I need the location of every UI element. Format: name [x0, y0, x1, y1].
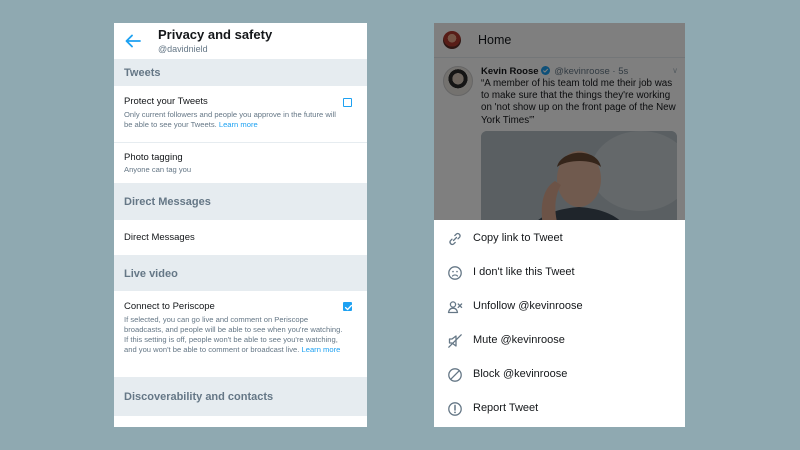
protect-tweets-checkbox[interactable] [343, 98, 352, 107]
menu-item-label: Copy link to Tweet [473, 232, 563, 244]
protect-tweets-label: Protect your Tweets [124, 96, 208, 107]
mute-icon [447, 333, 463, 349]
menu-item-copy-link[interactable] [434, 222, 685, 256]
link-icon [447, 231, 463, 247]
menu-item-label: Mute @kevinroose [473, 334, 565, 346]
setting-connect-periscope[interactable] [114, 291, 367, 378]
page-title: Privacy and safety [158, 27, 273, 42]
menu-item-unfollow[interactable] [434, 290, 685, 324]
menu-item-label: I don't like this Tweet [473, 266, 575, 278]
privacy-settings-screen [114, 23, 367, 427]
menu-item-block[interactable] [434, 358, 685, 392]
unfollow-icon [447, 299, 463, 315]
menu-item-dislike[interactable] [434, 256, 685, 290]
settings-header [114, 23, 367, 59]
learn-more-link[interactable]: Learn more [218, 120, 258, 129]
tweet-options-menu [434, 222, 685, 427]
menu-item-label: Unfollow @kevinroose [473, 300, 583, 312]
periscope-checkbox[interactable] [343, 302, 352, 311]
section-header-discoverability: Discoverability and contacts [114, 378, 367, 416]
back-arrow-icon[interactable] [124, 32, 142, 50]
menu-item-report[interactable] [434, 392, 685, 426]
section-header-live-video: Live video [114, 256, 367, 291]
section-header-tweets: Tweets [114, 59, 367, 86]
periscope-label: Connect to Periscope [124, 301, 215, 312]
photo-tagging-description: Anyone can tag you [124, 165, 192, 174]
timeline [434, 23, 685, 220]
menu-item-label: Report Tweet [473, 402, 539, 414]
checkmark-icon [344, 303, 353, 312]
sad-face-icon [447, 265, 463, 281]
menu-item-label: Block @kevinroose [473, 368, 568, 380]
setting-protect-tweets[interactable] [114, 86, 367, 143]
block-icon [447, 367, 463, 383]
direct-messages-label: Direct Messages [124, 232, 195, 243]
section-header-direct-messages: Direct Messages [114, 184, 367, 220]
learn-more-link[interactable]: Learn more [301, 345, 341, 354]
report-icon [447, 401, 463, 417]
periscope-description [124, 315, 357, 355]
home-screen [434, 23, 685, 427]
protect-tweets-desc-text: Only current followers and people you approve in the future will be able to see your Tweets. [124, 110, 336, 129]
setting-photo-tagging[interactable] [114, 143, 367, 184]
setting-direct-messages[interactable] [114, 220, 367, 256]
photo-tagging-label: Photo tagging [124, 152, 183, 163]
menu-item-mute[interactable] [434, 324, 685, 358]
periscope-desc-text: If selected, you can go live and comment on Periscope broadcasts, and people will be able to see when you're watching. If this setting is off, people won't be able to see you're watching, and you won't be able to comment or broadcast live. [124, 315, 343, 354]
account-username: @davidnield [158, 44, 208, 54]
protect-tweets-description [124, 110, 357, 130]
modal-overlay[interactable] [434, 23, 685, 220]
